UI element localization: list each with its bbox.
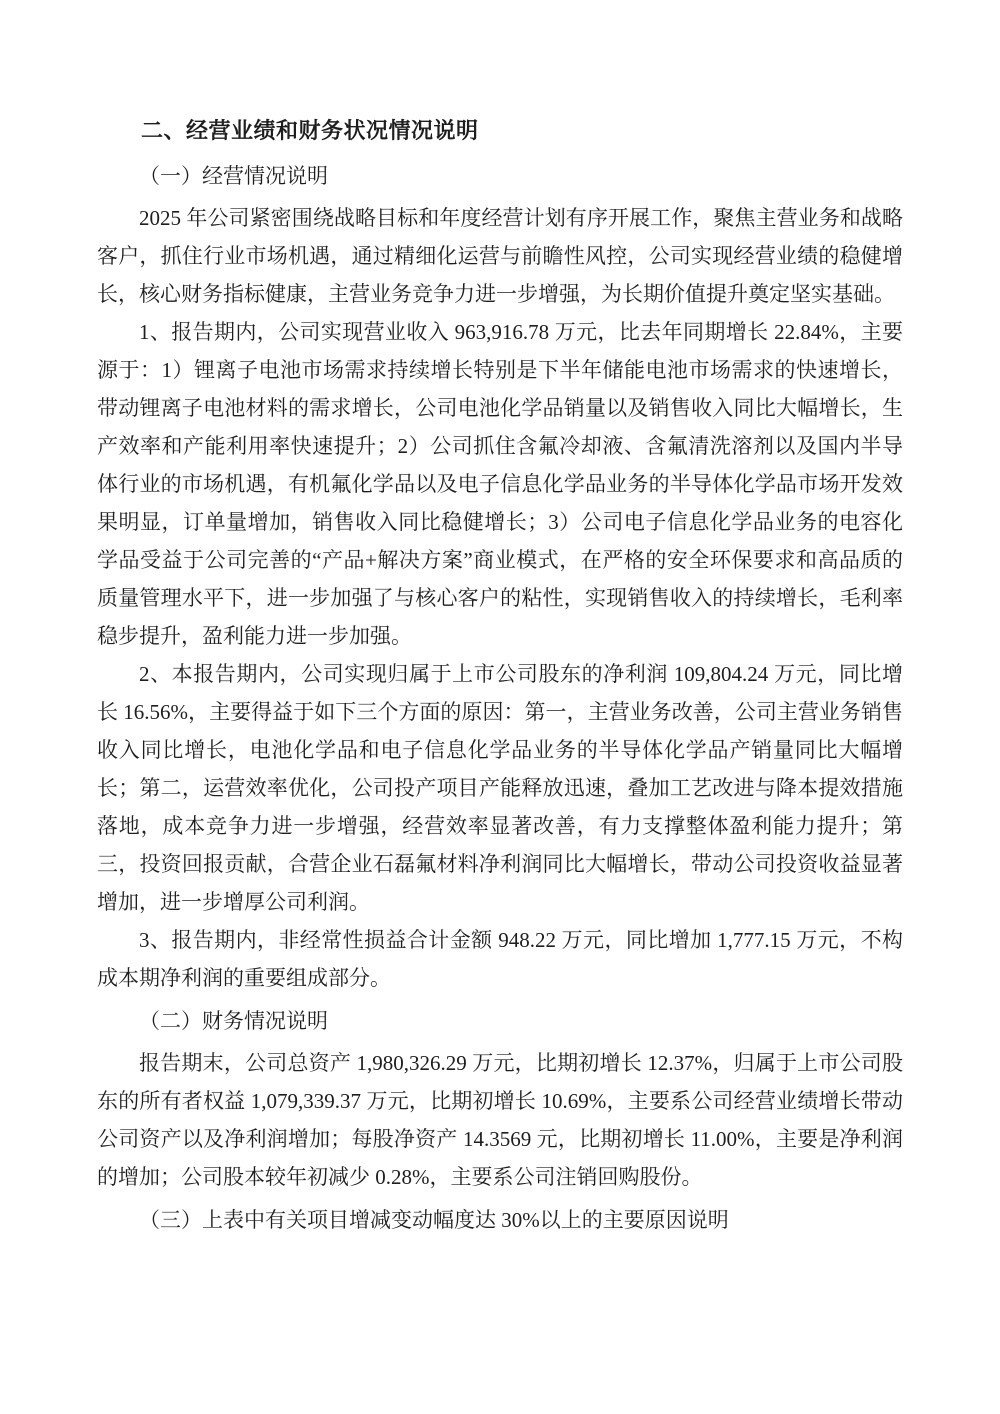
document-body <box>97 157 903 1239</box>
section-heading: 二、经营业绩和财务状况情况说明 <box>141 118 479 143</box>
body-paragraph: 3、报告期内，非经常性损益合计金额 948.22 万元，同比增加 1,777.15 万元，不构成本期净利润的重要组成部分。 <box>97 928 903 990</box>
body-paragraph: 报告期末，公司总资产 1,980,326.29 万元，比期初增长 12.37%，归属于上市公司股东的所有者权益 1,079,339.37 万元，比期初增长 10.69%，主要系公司经营业绩增长带动公司资产以及净利润增加；每股净资产 14.3569 元，比期初增长 11.00%，主要是净利润的增加；公司股本较年初减少 0.28%，主要系公司注销回购股份。 <box>97 1051 903 1189</box>
body-paragraph: 2、本报告期内，公司实现归属于上市公司股东的净利润 109,804.24 万元，同比增长 16.56%，主要得益于如下三个方面的原因：第一，主营业务改善，公司主营业务销售收入同比增长，电池化学品和电子信息化学品业务的半导体化学品产销量同比大幅增长；第二，运营效率优化，公司投产项目产能释放迅速，叠加工艺改进与降本提效措施落地，成本竞争力进一步增强，经营效率显著改善，有力支撑整体盈利能力提升；第三，投资回报贡献，合营企业石磊氟材料净利润同比大幅增长，带动公司投资收益显著增加，进一步增厚公司利润。 <box>97 662 903 914</box>
subsection-heading: （二）财务情况说明 <box>139 1009 328 1033</box>
body-paragraph: 2025 年公司紧密围绕战略目标和年度经营计划有序开展工作，聚焦主营业务和战略客户，抓住行业市场机遇，通过精细化运营与前瞻性风控，公司实现经营业绩的稳健增长，核心财务指标健康，主营业务竞争力进一步增强，为长期价值提升奠定坚实基础。 <box>97 206 903 306</box>
body-paragraph: 1、报告期内，公司实现营业收入 963,916.78 万元，比去年同期增长 22.84%，主要源于：1）锂离子电池市场需求持续增长特别是下半年储能电池市场需求的快速增长，带动锂离子电池材料的需求增长，公司电池化学品销量以及销售收入同比大幅增长，生产效率和产能利用率快速提升；2）公司抓住含氟冷却液、含氟清洗溶剂以及国内半导体行业的市场机遇，有机氟化学品以及电子信息化学品业务的半导体化学品市场开发效果明显，订单量增加，销售收入同比稳健增长；3）公司电子信息化学品业务的电容化学品受益于公司完善的“产品+解决方案”商业模式，在严格的安全环保要求和高品质的质量管理水平下，进一步加强了与核心客户的粘性，实现销售收入的持续增长，毛利率稳步提升，盈利能力进一步加强。 <box>97 320 903 648</box>
subsection-heading: （三）上表中有关项目增减变动幅度达 30%以上的主要原因说明 <box>139 1208 729 1232</box>
subsection-heading: （一）经营情况说明 <box>139 164 328 188</box>
